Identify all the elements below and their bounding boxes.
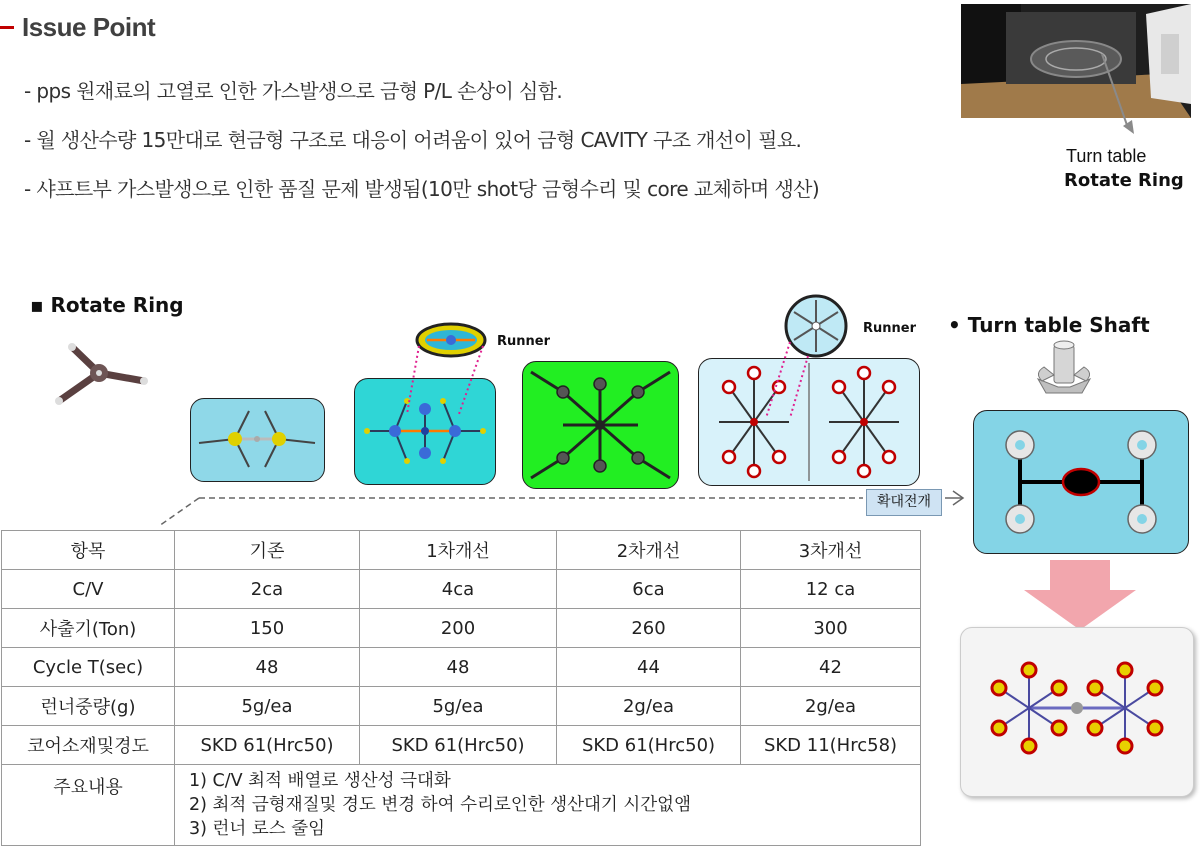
shaft-mold-layout-panel <box>973 410 1189 554</box>
table-cell: 42 <box>741 648 921 687</box>
table-cell: SKD 61(Hrc50) <box>557 726 741 765</box>
table-notes-row <box>2 765 921 846</box>
table-cell: 2ca <box>175 570 360 609</box>
turn-table-shaft-heading: • Turn table Shaft <box>948 313 1150 337</box>
runner-detail-zoom-2 <box>760 292 860 422</box>
table-cell: 2g/ea <box>741 687 921 726</box>
table-cell: SKD 61(Hrc50) <box>175 726 360 765</box>
table-header-cell: 기존 <box>175 531 360 570</box>
table-header-cell: 3차개선 <box>741 531 921 570</box>
note-line-3: 3) 런너 로스 줄임 <box>189 819 326 839</box>
table-header-cell: 항목 <box>2 531 175 570</box>
table-cell: 사출기(Ton) <box>2 609 175 648</box>
microwave-photo <box>961 4 1191 118</box>
table-header-cell: 2차개선 <box>557 531 741 570</box>
photo-pointer-arrow <box>1090 50 1140 140</box>
table-cell: 5g/ea <box>360 687 557 726</box>
table-cell: 44 <box>557 648 741 687</box>
photo-caption-turn-table: Turn table <box>1066 146 1147 166</box>
table-cell: 4ca <box>360 570 557 609</box>
mold-layout-2nd-improvement <box>522 361 679 489</box>
table-row <box>2 726 921 765</box>
table-cell: 런너중량(g) <box>2 687 175 726</box>
runner-label-2: Runner <box>863 321 917 336</box>
issue-line-1: - pps 원재료의 고열로 인한 가스발생으로 금형 P/L 손상이 심함. <box>24 79 563 103</box>
table-cell: 48 <box>175 648 360 687</box>
rotate-ring-part-image <box>44 335 164 415</box>
runner-detail-zoom-1 <box>395 318 495 418</box>
table-row <box>2 609 921 648</box>
turn-table-shaft-part-image <box>1028 335 1100 405</box>
rotate-ring-heading: ▪ Rotate Ring <box>30 293 184 317</box>
table-cell: SKD 11(Hrc58) <box>741 726 921 765</box>
table-row <box>2 648 921 687</box>
table-cell: 6ca <box>557 570 741 609</box>
note-line-1: 1) C/V 최적 배열로 생산성 극대화 <box>189 771 451 791</box>
table-cell: 150 <box>175 609 360 648</box>
issue-line-3: - 샤프트부 가스발생으로 인한 품질 문제 발생됨(10만 shot당 금형수리 및 core 교체하며 생산) <box>24 177 820 201</box>
title-accent-bar <box>0 26 14 29</box>
table-cell: 2g/ea <box>557 687 741 726</box>
page-title: Issue Point <box>22 12 156 42</box>
table-cell: 5g/ea <box>175 687 360 726</box>
shaft-improved-layout-panel <box>960 627 1194 797</box>
table-cell: 260 <box>557 609 741 648</box>
table-cell: 12 ca <box>741 570 921 609</box>
notes-cell <box>175 765 921 846</box>
table-cell: 300 <box>741 609 921 648</box>
expand-button[interactable]: 확대전개 <box>866 489 942 516</box>
note-line-2: 2) 최적 금형재질및 경도 변경 하여 수리로인한 생산대기 시간없앰 <box>189 795 691 815</box>
table-row <box>2 687 921 726</box>
table-cell: Cycle T(sec) <box>2 648 175 687</box>
table-cell: 코어소재및경도 <box>2 726 175 765</box>
issue-line-2: - 월 생산수량 15만대로 현금형 구조로 대응이 어려움이 있어 금형 CAVITY 구조 개선이 필요. <box>24 128 802 152</box>
table-header-row <box>2 531 921 570</box>
table-header-cell: 1차개선 <box>360 531 557 570</box>
runner-label-1: Runner <box>497 334 551 349</box>
improvement-down-arrow <box>1022 560 1138 632</box>
mold-layout-existing <box>190 398 325 482</box>
expand-dashed-connector <box>155 488 970 530</box>
table-cell: SKD 61(Hrc50) <box>360 726 557 765</box>
table-row <box>2 570 921 609</box>
notes-header-cell: 주요내용 <box>2 765 175 846</box>
improvement-spec-table <box>1 530 921 846</box>
table-cell: C/V <box>2 570 175 609</box>
table-cell: 48 <box>360 648 557 687</box>
photo-caption-rotate-ring: Rotate Ring <box>1064 170 1184 191</box>
table-cell: 200 <box>360 609 557 648</box>
